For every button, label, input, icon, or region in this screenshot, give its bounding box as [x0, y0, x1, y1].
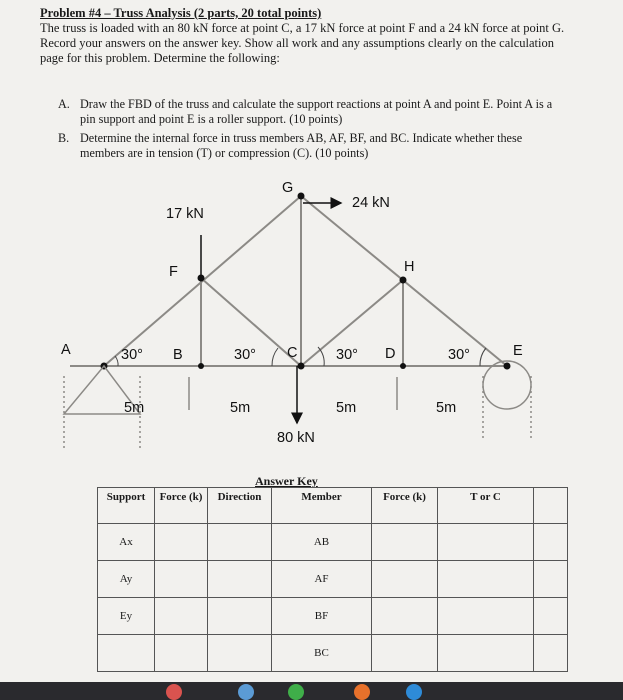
task-a [58, 97, 563, 127]
t-or-c-answer-cell[interactable] [438, 598, 534, 635]
t-or-c-answer-cell[interactable] [438, 561, 534, 598]
task-a-text: Draw the FBD of the truss and calculate the support reactions at point A and point E. Point A is a pin support and point E is a roller support. (10 points) [80, 97, 553, 126]
angle-label-3: 30° [336, 347, 358, 363]
header-force-member: Force (k) [372, 488, 438, 524]
task-a-marker: A. [58, 97, 70, 111]
app-icon[interactable] [166, 684, 182, 700]
direction-answer-cell[interactable] [208, 561, 272, 598]
force-answer-cell[interactable] [155, 598, 208, 635]
joint-h [400, 277, 407, 284]
app-icon[interactable] [288, 684, 304, 700]
span-ticks [189, 377, 397, 410]
blank-cell [534, 561, 568, 598]
member-cell: BC [272, 635, 372, 672]
t-or-c-answer-cell[interactable] [438, 524, 534, 561]
blank-cell [534, 524, 568, 561]
member-cell: AF [272, 561, 372, 598]
task-b-marker: B. [58, 131, 70, 145]
joints [101, 193, 511, 370]
angle-label-4: 30° [448, 347, 470, 363]
member-force-answer-cell[interactable] [372, 524, 438, 561]
header-blank [534, 488, 568, 524]
header-support: Support [98, 488, 155, 524]
span-label-1: 5m [124, 400, 145, 416]
task-list [58, 97, 563, 165]
joint-g [298, 193, 305, 200]
header-row [98, 488, 568, 524]
member-force-answer-cell[interactable] [372, 561, 438, 598]
member-cell: BF [272, 598, 372, 635]
task-b [58, 131, 563, 161]
header-t-or-c: T or C [438, 488, 534, 524]
header-force: Force (k) [155, 488, 208, 524]
node-label-a: A [61, 342, 71, 358]
joint-e [504, 363, 511, 370]
node-label-c: C [287, 345, 298, 361]
node-label-g: G [282, 180, 294, 196]
truss-diagram [0, 170, 623, 470]
load-label-24: 24 kN [352, 195, 390, 211]
direction-answer-cell[interactable] [208, 635, 272, 672]
support-cell: Ax [98, 524, 155, 561]
force-answer-cell[interactable] [155, 561, 208, 598]
answer-key-title: Answer Key [255, 474, 318, 488]
span-label-4: 5m [436, 400, 457, 416]
joint-c [298, 363, 305, 370]
node-label-f: F [169, 264, 178, 280]
node-label-b: B [173, 347, 183, 363]
force-answer-cell[interactable] [155, 524, 208, 561]
task-b-text: Determine the internal force in truss members AB, AF, BF, and BC. Indicate whether these members are in tension (T) or compression (C). (10 points) [80, 131, 523, 160]
app-icon[interactable] [406, 684, 422, 700]
force-answer-cell[interactable] [155, 635, 208, 672]
table-row [98, 524, 568, 561]
load-arrows [201, 203, 341, 423]
support-cell: Ey [98, 598, 155, 635]
taskbar [0, 682, 623, 700]
support-cell: Ay [98, 561, 155, 598]
angle-label-2: 30° [234, 347, 256, 363]
t-or-c-answer-cell[interactable] [438, 635, 534, 672]
truss-members [70, 196, 507, 366]
problem-intro: The truss is loaded with an 80 kN force at point C, a 17 kN force at point F and a 24 kN force at point G. Record your answers on the answer key. Show all work and any assumptions clearly on the calculation page for this problem. Determine the following: [40, 21, 565, 65]
node-label-d: D [385, 346, 396, 362]
blank-cell [534, 635, 568, 672]
app-icon[interactable] [354, 684, 370, 700]
roller-support [483, 361, 531, 440]
load-label-17: 17 kN [166, 206, 204, 222]
support-cell [98, 635, 155, 672]
member-force-answer-cell[interactable] [372, 635, 438, 672]
app-icon[interactable] [238, 684, 254, 700]
joint-b [198, 363, 204, 369]
header-member: Member [272, 488, 372, 524]
joint-d [400, 363, 406, 369]
blank-cell [534, 598, 568, 635]
table-row [98, 598, 568, 635]
direction-answer-cell[interactable] [208, 524, 272, 561]
member-cell: AB [272, 524, 372, 561]
span-label-3: 5m [336, 400, 357, 416]
node-label-e: E [513, 343, 523, 359]
table-row [98, 635, 568, 672]
span-label-2: 5m [230, 400, 251, 416]
problem-title: Problem #4 – Truss Analysis (2 parts, 20 total points) [40, 6, 322, 20]
table-row [98, 561, 568, 598]
header-direction: Direction [208, 488, 272, 524]
node-label-h: H [404, 259, 415, 275]
load-label-80: 80 kN [277, 430, 315, 446]
member-force-answer-cell[interactable] [372, 598, 438, 635]
answer-key-table [97, 487, 568, 672]
direction-answer-cell[interactable] [208, 598, 272, 635]
angle-label-1: 30° [121, 347, 143, 363]
